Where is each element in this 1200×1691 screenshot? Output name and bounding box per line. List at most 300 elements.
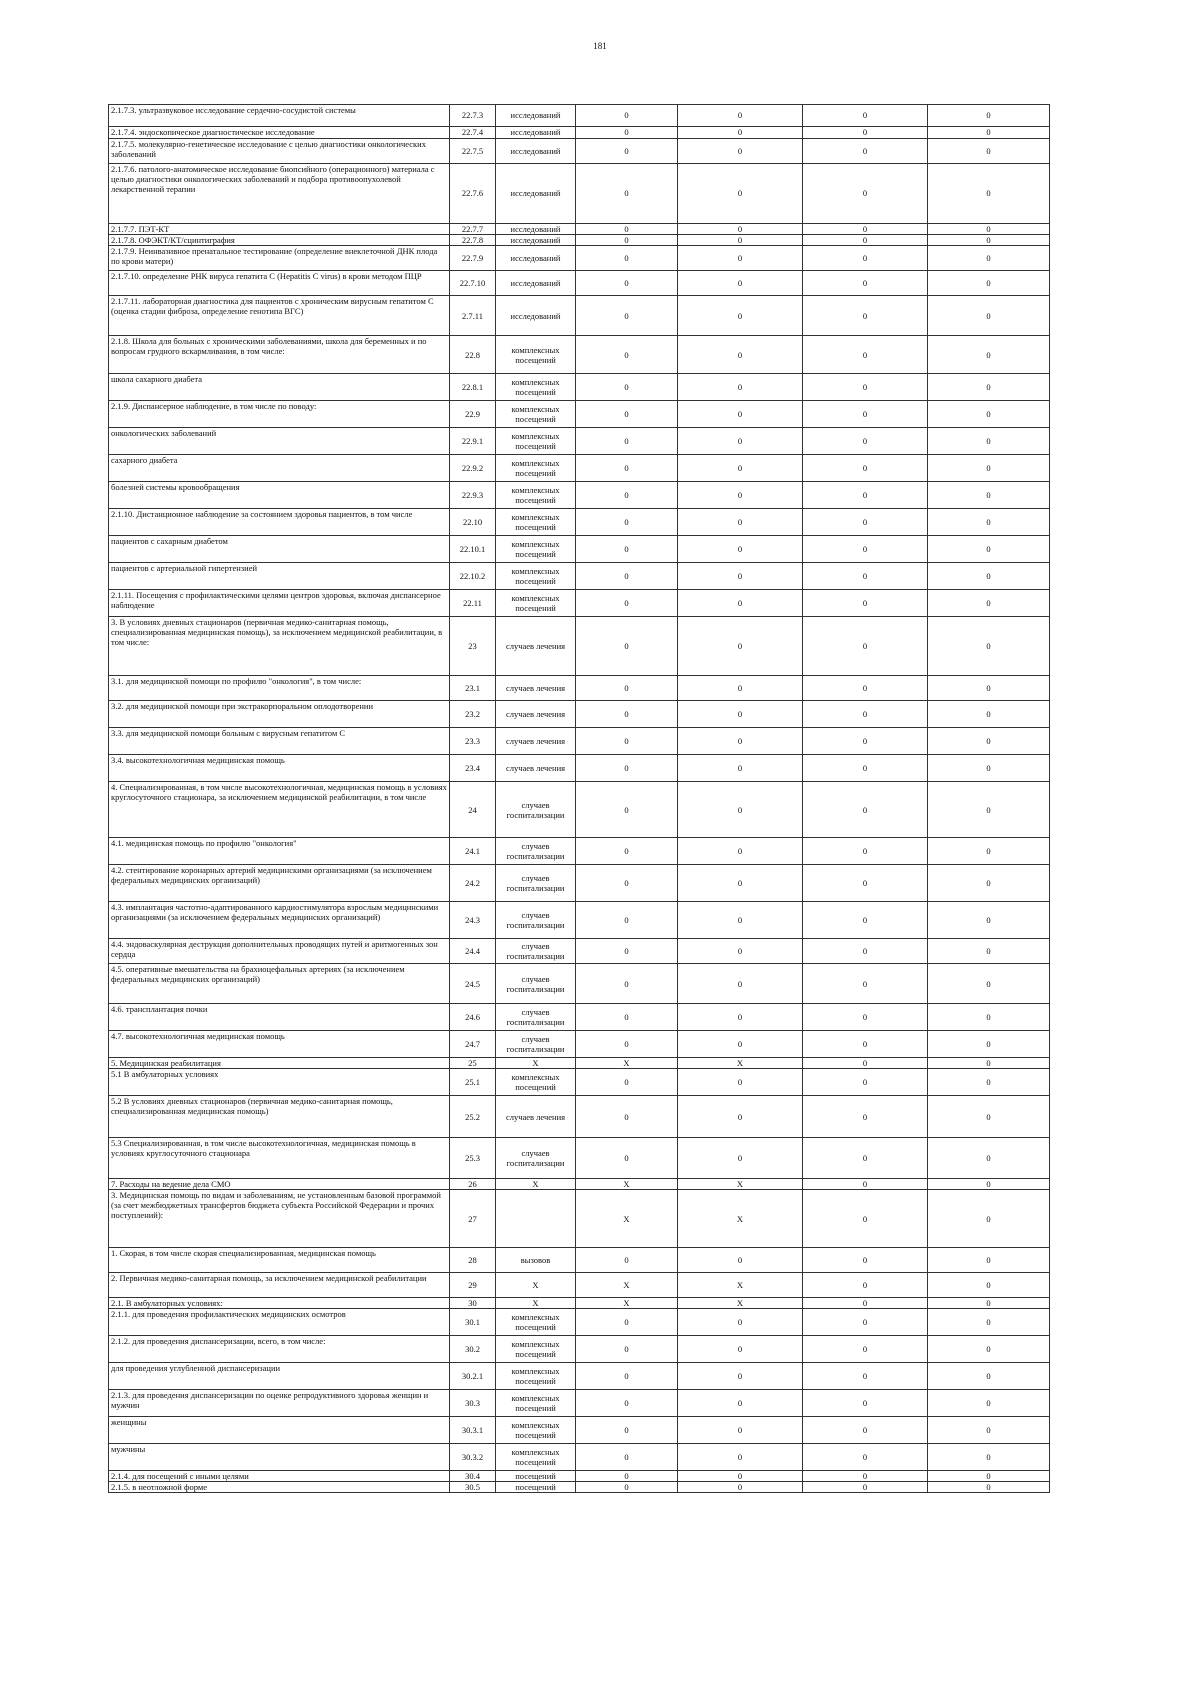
table-row	[109, 701, 1050, 728]
row-name: 2.1.7.5. молекулярно-генетическое исследование с целью диагностики онкологических заболеваний	[109, 139, 450, 164]
table-row	[109, 1471, 1050, 1482]
row-value-1: X	[576, 1273, 678, 1298]
row-value-4: 0	[928, 401, 1050, 428]
table-row	[109, 1190, 1050, 1248]
row-value-2: X	[678, 1298, 803, 1309]
row-unit: случаев госпитализации	[496, 865, 576, 902]
row-value-3: 0	[803, 701, 928, 728]
row-value-3: 0	[803, 964, 928, 1004]
row-code: 22.7.9	[450, 246, 496, 271]
row-code: 25.3	[450, 1138, 496, 1179]
row-value-4: 0	[928, 235, 1050, 246]
row-value-1: 0	[576, 1069, 678, 1096]
row-value-4: 0	[928, 676, 1050, 701]
row-unit: случаев лечения	[496, 1096, 576, 1138]
row-name: 2.1.2. для проведения диспансеризации, всего, в том числе:	[109, 1336, 450, 1363]
row-code: 22.9	[450, 401, 496, 428]
row-value-3: 0	[803, 1138, 928, 1179]
row-value-4: 0	[928, 296, 1050, 336]
row-value-4: 0	[928, 224, 1050, 235]
row-unit: X	[496, 1298, 576, 1309]
row-value-2: 0	[678, 164, 803, 224]
table-row	[109, 563, 1050, 590]
row-code: 30.5	[450, 1482, 496, 1493]
row-unit: комплексных посещений	[496, 336, 576, 374]
row-unit: вызовов	[496, 1248, 576, 1273]
row-value-4: 0	[928, 782, 1050, 838]
row-unit: случаев госпитализации	[496, 1004, 576, 1031]
row-code: 22.9.1	[450, 428, 496, 455]
row-value-3: 0	[803, 105, 928, 127]
row-value-1: X	[576, 1058, 678, 1069]
row-unit: исследований	[496, 105, 576, 127]
row-value-2: 0	[678, 246, 803, 271]
row-value-2: 0	[678, 782, 803, 838]
row-unit: комплексных посещений	[496, 1363, 576, 1390]
row-name: для проведения углубленной диспансеризации	[109, 1363, 450, 1390]
table-body	[109, 105, 1050, 1493]
row-value-4: 0	[928, 1298, 1050, 1309]
row-value-4: 0	[928, 1004, 1050, 1031]
row-value-3: 0	[803, 676, 928, 701]
table-row	[109, 1069, 1050, 1096]
row-code: 30.4	[450, 1471, 496, 1482]
row-code: 23.1	[450, 676, 496, 701]
row-value-1: X	[576, 1298, 678, 1309]
row-value-4: 0	[928, 1417, 1050, 1444]
row-code: 22.11	[450, 590, 496, 617]
row-name: 2.1.7.4. эндоскопическое диагностическое исследование	[109, 127, 450, 139]
row-value-3: 0	[803, 782, 928, 838]
row-name: 2.1.3. для проведения диспансеризации по оценке репродуктивного здоровья женщин и мужчин	[109, 1390, 450, 1417]
row-unit: комплексных посещений	[496, 374, 576, 401]
row-value-1: 0	[576, 139, 678, 164]
table-row	[109, 902, 1050, 939]
row-code: 22.7.8	[450, 235, 496, 246]
row-value-1: 0	[576, 509, 678, 536]
row-value-4: 0	[928, 536, 1050, 563]
row-code: 23	[450, 617, 496, 676]
row-value-4: 0	[928, 336, 1050, 374]
row-code: 2.7.11	[450, 296, 496, 336]
row-name: 2.1.11. Посещения с профилактическими целями центров здоровья, включая диспансерное наблюдение	[109, 590, 450, 617]
row-unit: комплексных посещений	[496, 1309, 576, 1336]
row-unit: X	[496, 1058, 576, 1069]
row-name: 3.3. для медицинской помощи больным с вирусным гепатитом С	[109, 728, 450, 755]
row-value-1: 0	[576, 701, 678, 728]
row-value-1: 0	[576, 271, 678, 296]
row-code: 22.7.5	[450, 139, 496, 164]
row-name: 7. Расходы на ведение дела СМО	[109, 1179, 450, 1190]
row-code: 26	[450, 1179, 496, 1190]
row-unit: случаев госпитализации	[496, 964, 576, 1004]
row-unit: случаев госпитализации	[496, 939, 576, 964]
row-code: 25.1	[450, 1069, 496, 1096]
row-unit: X	[496, 1179, 576, 1190]
row-value-4: 0	[928, 1179, 1050, 1190]
row-value-3: 0	[803, 246, 928, 271]
row-value-3: 0	[803, 838, 928, 865]
row-name: 4.3. имплантация частотно-адаптированного кардиостимулятора взрослым медицинскими организациями (за исключением федеральных медицинских организаций)	[109, 902, 450, 939]
table-row	[109, 590, 1050, 617]
row-value-2: 0	[678, 1248, 803, 1273]
table-row	[109, 838, 1050, 865]
row-name: 2.1.7.9. Неинвазивное пренатальное тестирование (определение внеклеточной ДНК плода по крови матери)	[109, 246, 450, 271]
row-code: 24.7	[450, 1031, 496, 1058]
row-value-3: 0	[803, 271, 928, 296]
table-row	[109, 1031, 1050, 1058]
row-code: 30.2.1	[450, 1363, 496, 1390]
row-value-3: 0	[803, 336, 928, 374]
row-unit	[496, 1190, 576, 1248]
row-value-4: 0	[928, 428, 1050, 455]
row-name: 2.1.10. Дистанционное наблюдение за состоянием здоровья пациентов, в том числе	[109, 509, 450, 536]
row-name: 3.4. высокотехнологичная медицинская помощь	[109, 755, 450, 782]
row-value-2: 0	[678, 563, 803, 590]
row-value-4: 0	[928, 1058, 1050, 1069]
row-value-2: 0	[678, 105, 803, 127]
row-unit: комплексных посещений	[496, 563, 576, 590]
row-unit: случаев лечения	[496, 755, 576, 782]
table-row	[109, 164, 1050, 224]
row-name: 4. Специализированная, в том числе высокотехнологичная, медицинская помощь в условиях круглосуточного стационара, за исключением медицинской реабилитации, в том числе	[109, 782, 450, 838]
row-value-3: 0	[803, 235, 928, 246]
row-value-2: 0	[678, 755, 803, 782]
table-row	[109, 336, 1050, 374]
row-unit: комплексных посещений	[496, 1069, 576, 1096]
row-value-2: 0	[678, 1309, 803, 1336]
row-value-3: 0	[803, 563, 928, 590]
row-code: 30.3.2	[450, 1444, 496, 1471]
row-name: 4.5. оперативные вмешательства на брахиоцефальных артериях (за исключением федеральных медицинских организаций)	[109, 964, 450, 1004]
row-value-1: 0	[576, 224, 678, 235]
row-value-2: 0	[678, 139, 803, 164]
row-value-3: 0	[803, 1444, 928, 1471]
row-value-3: 0	[803, 1390, 928, 1417]
row-value-3: 0	[803, 902, 928, 939]
row-value-2: 0	[678, 1138, 803, 1179]
row-value-3: 0	[803, 1417, 928, 1444]
row-name: онкологических заболеваний	[109, 428, 450, 455]
row-code: 24.4	[450, 939, 496, 964]
row-value-3: 0	[803, 374, 928, 401]
row-code: 30.1	[450, 1309, 496, 1336]
row-code: 22.10.1	[450, 536, 496, 563]
row-value-2: 0	[678, 1069, 803, 1096]
row-value-2: 0	[678, 1096, 803, 1138]
table-row	[109, 105, 1050, 127]
row-name: 2.1.8. Школа для больных с хроническими заболеваниями, школа для беременных и по вопросам грудного вскармливания, в том числе:	[109, 336, 450, 374]
row-value-4: 0	[928, 1444, 1050, 1471]
row-unit: посещений	[496, 1471, 576, 1482]
table-row	[109, 1336, 1050, 1363]
table-row	[109, 139, 1050, 164]
row-name: 4.7. высокотехнологичная медицинская помощь	[109, 1031, 450, 1058]
row-value-4: 0	[928, 1309, 1050, 1336]
row-value-2: 0	[678, 1417, 803, 1444]
table-row	[109, 939, 1050, 964]
table-row	[109, 1482, 1050, 1493]
row-value-2: X	[678, 1058, 803, 1069]
row-value-2: 0	[678, 1482, 803, 1493]
row-unit: исследований	[496, 246, 576, 271]
row-unit: исследований	[496, 164, 576, 224]
row-value-1: 0	[576, 374, 678, 401]
row-value-4: 0	[928, 728, 1050, 755]
row-value-2: 0	[678, 728, 803, 755]
row-value-3: 0	[803, 482, 928, 509]
row-value-1: 0	[576, 401, 678, 428]
row-value-4: 0	[928, 1482, 1050, 1493]
table-row	[109, 271, 1050, 296]
row-value-2: 0	[678, 964, 803, 1004]
row-value-4: 0	[928, 865, 1050, 902]
row-value-2: 0	[678, 1004, 803, 1031]
row-unit: X	[496, 1273, 576, 1298]
row-code: 23.4	[450, 755, 496, 782]
row-unit: исследований	[496, 235, 576, 246]
row-value-2: 0	[678, 224, 803, 235]
row-value-3: 0	[803, 939, 928, 964]
row-code: 22.8.1	[450, 374, 496, 401]
row-value-2: X	[678, 1273, 803, 1298]
row-name: болезней системы кровообращения	[109, 482, 450, 509]
row-value-1: 0	[576, 536, 678, 563]
row-value-1: 0	[576, 728, 678, 755]
table-row	[109, 455, 1050, 482]
row-unit: комплексных посещений	[496, 536, 576, 563]
table-row	[109, 401, 1050, 428]
row-value-3: 0	[803, 1273, 928, 1298]
row-value-3: 0	[803, 1004, 928, 1031]
table-row	[109, 296, 1050, 336]
table-row	[109, 1309, 1050, 1336]
row-name: пациентов с сахарным диабетом	[109, 536, 450, 563]
row-name: 2.1.7.3. ультразвуковое исследование сердечно-сосудистой системы	[109, 105, 450, 127]
row-value-1: 0	[576, 782, 678, 838]
row-code: 22.7.6	[450, 164, 496, 224]
row-value-3: 0	[803, 865, 928, 902]
table-row	[109, 865, 1050, 902]
row-name: мужчины	[109, 1444, 450, 1471]
table-row	[109, 374, 1050, 401]
row-value-1: 0	[576, 482, 678, 509]
table-row	[109, 1248, 1050, 1273]
row-code: 22.7.10	[450, 271, 496, 296]
row-value-4: 0	[928, 563, 1050, 590]
row-value-2: 0	[678, 374, 803, 401]
row-code: 22.7.3	[450, 105, 496, 127]
row-value-4: 0	[928, 374, 1050, 401]
row-value-2: 0	[678, 865, 803, 902]
table-row	[109, 127, 1050, 139]
row-value-2: 0	[678, 939, 803, 964]
table-row	[109, 482, 1050, 509]
row-value-4: 0	[928, 164, 1050, 224]
table-row	[109, 1004, 1050, 1031]
row-code: 24	[450, 782, 496, 838]
row-value-2: X	[678, 1179, 803, 1190]
row-value-4: 0	[928, 838, 1050, 865]
row-value-4: 0	[928, 455, 1050, 482]
row-unit: комплексных посещений	[496, 428, 576, 455]
row-code: 22.7.7	[450, 224, 496, 235]
row-name: 2.1.4. для посещений с иными целями	[109, 1471, 450, 1482]
row-name: 2.1. В амбулаторных условиях:	[109, 1298, 450, 1309]
row-value-1: 0	[576, 164, 678, 224]
row-value-2: 0	[678, 1031, 803, 1058]
table-row	[109, 1058, 1050, 1069]
row-value-3: 0	[803, 127, 928, 139]
row-unit: исследований	[496, 296, 576, 336]
table-row	[109, 1417, 1050, 1444]
row-value-1: 0	[576, 865, 678, 902]
row-name: 5.1 В амбулаторных условиях	[109, 1069, 450, 1096]
table-row	[109, 617, 1050, 676]
row-unit: случаев лечения	[496, 728, 576, 755]
row-value-1: 0	[576, 1363, 678, 1390]
row-code: 30.3	[450, 1390, 496, 1417]
row-value-3: 0	[803, 224, 928, 235]
row-value-3: 0	[803, 296, 928, 336]
row-value-4: 0	[928, 1031, 1050, 1058]
row-value-3: 0	[803, 1309, 928, 1336]
row-unit: случаев госпитализации	[496, 782, 576, 838]
row-value-3: 0	[803, 1190, 928, 1248]
row-unit: исследований	[496, 139, 576, 164]
row-value-1: 0	[576, 617, 678, 676]
row-unit: исследований	[496, 224, 576, 235]
row-unit: комплексных посещений	[496, 401, 576, 428]
row-code: 22.9.3	[450, 482, 496, 509]
row-value-4: 0	[928, 482, 1050, 509]
row-value-3: 0	[803, 1336, 928, 1363]
row-value-4: 0	[928, 1069, 1050, 1096]
row-unit: комплексных посещений	[496, 1336, 576, 1363]
row-value-1: 0	[576, 1444, 678, 1471]
row-value-3: 0	[803, 401, 928, 428]
table-row	[109, 1363, 1050, 1390]
row-value-3: 0	[803, 536, 928, 563]
row-name: 5. Медицинская реабилитация	[109, 1058, 450, 1069]
row-value-4: 0	[928, 509, 1050, 536]
row-value-1: 0	[576, 939, 678, 964]
row-unit: комплексных посещений	[496, 1417, 576, 1444]
row-value-4: 0	[928, 246, 1050, 271]
row-code: 22.7.4	[450, 127, 496, 139]
row-value-1: X	[576, 1190, 678, 1248]
row-value-1: 0	[576, 838, 678, 865]
row-value-3: 0	[803, 755, 928, 782]
row-value-4: 0	[928, 701, 1050, 728]
row-value-3: 0	[803, 1298, 928, 1309]
row-value-3: 0	[803, 1363, 928, 1390]
row-value-4: 0	[928, 127, 1050, 139]
row-code: 30	[450, 1298, 496, 1309]
row-name: 3.1. для медицинской помощи по профилю "онкология", в том числе:	[109, 676, 450, 701]
row-value-2: 0	[678, 1471, 803, 1482]
row-name: 4.4. эндоваскулярная деструкция дополнительных проводящих путей и аритмогенных зон сердца	[109, 939, 450, 964]
table-row	[109, 428, 1050, 455]
data-table	[108, 104, 1050, 1493]
row-value-3: 0	[803, 617, 928, 676]
table-row	[109, 964, 1050, 1004]
row-value-4: 0	[928, 1096, 1050, 1138]
row-value-2: 0	[678, 838, 803, 865]
row-code: 29	[450, 1273, 496, 1298]
row-value-1: 0	[576, 296, 678, 336]
row-unit: комплексных посещений	[496, 455, 576, 482]
row-value-4: 0	[928, 1248, 1050, 1273]
row-value-4: 0	[928, 1471, 1050, 1482]
row-name: 3. Медицинская помощь по видам и заболеваниям, не установленным базовой программой (за счет межбюджетных трансфертов бюджета субъекта Российской Федерации и прочих поступлений):	[109, 1190, 450, 1248]
row-value-4: 0	[928, 1273, 1050, 1298]
row-value-1: 0	[576, 1309, 678, 1336]
row-value-1: 0	[576, 563, 678, 590]
row-unit: случаев госпитализации	[496, 838, 576, 865]
row-code: 30.2	[450, 1336, 496, 1363]
row-value-1: 0	[576, 1336, 678, 1363]
row-value-1: 0	[576, 127, 678, 139]
row-unit: случаев лечения	[496, 676, 576, 701]
row-value-2: 0	[678, 401, 803, 428]
row-value-1: 0	[576, 246, 678, 271]
table-row	[109, 1444, 1050, 1471]
row-name: школа сахарного диабета	[109, 374, 450, 401]
row-value-1: X	[576, 1179, 678, 1190]
row-value-1: 0	[576, 755, 678, 782]
row-value-3: 0	[803, 428, 928, 455]
table-row	[109, 246, 1050, 271]
row-name: 4.2. стентирование коронарных артерий медицинскими организациями (за исключением федеральных медицинских организаций)	[109, 865, 450, 902]
table-row	[109, 1390, 1050, 1417]
row-name: пациентов с артериальной гипертензией	[109, 563, 450, 590]
row-value-1: 0	[576, 1096, 678, 1138]
row-code: 22.9.2	[450, 455, 496, 482]
row-value-1: 0	[576, 1417, 678, 1444]
row-value-2: 0	[678, 336, 803, 374]
row-value-2: 0	[678, 1363, 803, 1390]
row-name: 2. Первичная медико-санитарная помощь, за исключением медицинской реабилитации	[109, 1273, 450, 1298]
row-value-4: 0	[928, 939, 1050, 964]
row-value-1: 0	[576, 428, 678, 455]
row-value-3: 0	[803, 1058, 928, 1069]
row-unit: исследований	[496, 127, 576, 139]
table-row	[109, 235, 1050, 246]
row-name: женщины	[109, 1417, 450, 1444]
row-name: 2.1.7.8. ОФЭКТ/КТ/сцинтиграфия	[109, 235, 450, 246]
table-row	[109, 1138, 1050, 1179]
row-value-3: 0	[803, 1031, 928, 1058]
row-value-3: 0	[803, 1069, 928, 1096]
table-row	[109, 536, 1050, 563]
row-value-1: 0	[576, 1390, 678, 1417]
row-unit: случаев лечения	[496, 617, 576, 676]
row-name: 2.1.9. Диспансерное наблюдение, в том числе по поводу:	[109, 401, 450, 428]
row-value-1: 0	[576, 1482, 678, 1493]
row-value-3: 0	[803, 164, 928, 224]
row-value-4: 0	[928, 755, 1050, 782]
row-code: 22.10	[450, 509, 496, 536]
row-value-3: 0	[803, 1482, 928, 1493]
row-unit: случаев госпитализации	[496, 902, 576, 939]
row-unit: случаев госпитализации	[496, 1138, 576, 1179]
row-name: сахарного диабета	[109, 455, 450, 482]
row-unit: комплексных посещений	[496, 1390, 576, 1417]
row-value-3: 0	[803, 1179, 928, 1190]
row-code: 22.8	[450, 336, 496, 374]
row-code: 24.1	[450, 838, 496, 865]
